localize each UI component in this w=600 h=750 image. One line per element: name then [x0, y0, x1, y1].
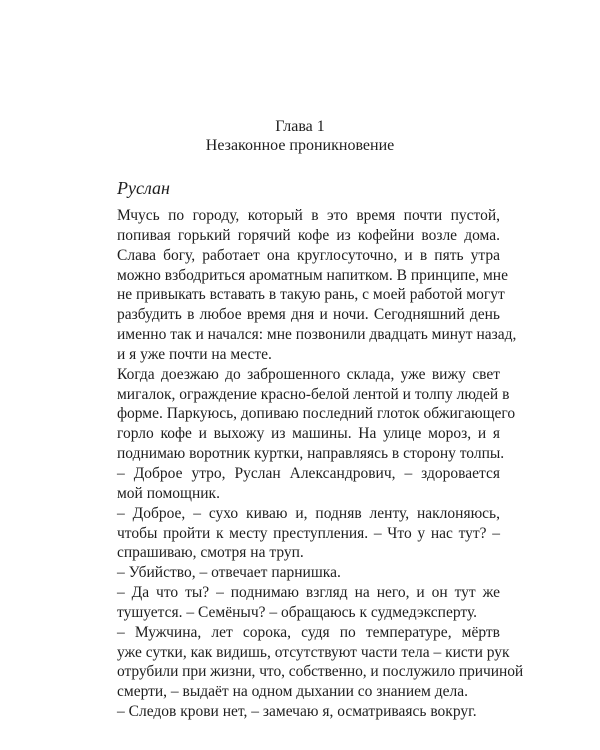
- text-line: уже сутки, как видишь, отсутствуют части тела – кисти рук: [117, 643, 510, 661]
- text-line: – Да что ты? – поднимаю взгляд на него, и он тут же: [117, 584, 500, 602]
- text-line: – Мужчина, лет сорока, судя по температуре, мёртв: [117, 623, 500, 641]
- text-line: не привыкать вставать в такую рань, с моей работой могут: [117, 286, 505, 304]
- paragraph: [91, 206, 517, 365]
- text-line: форме. Паркуюсь, допиваю последний глоток обжигающего: [117, 405, 516, 423]
- paragraph: [91, 504, 500, 564]
- paragraph: [91, 583, 500, 623]
- text-line: – Убийство, – отвечает парнишка.: [117, 564, 341, 582]
- text-line: чтобы пройти к месту преступления. – Что у нас тут? –: [117, 524, 500, 542]
- paragraph: [91, 464, 500, 504]
- text-line: и я уже почти на месте.: [117, 345, 272, 363]
- text-line: поднимаю воротник куртки, направляясь в сторону толпы.: [117, 445, 505, 463]
- text-line: Мчусь по городу, который в это время почти пустой,: [117, 207, 500, 224]
- body-text: [91, 206, 524, 722]
- text-line: мигалок, ограждение красно-белой лентой и толпу людей в: [117, 385, 510, 403]
- text-line: можно взбодриться ароматным напитком. В принципе, мне: [117, 266, 508, 284]
- text-line: именно так и начался: мне позвонили двадцать минут назад,: [117, 326, 517, 344]
- text-line: разбудить в любое время дня и ночи. Сегодняшний день: [117, 306, 500, 324]
- text-line: – Доброе, – сухо киваю и, подняв ленту, наклоняюсь,: [117, 504, 500, 522]
- text-line: мой помощник.: [117, 484, 220, 502]
- text-line: – Следов крови нет, – замечаю я, осматриваясь вокруг.: [117, 703, 477, 721]
- paragraph: [91, 702, 500, 722]
- text-line: – Доброе утро, Руслан Александрович, – здоровается: [117, 464, 500, 482]
- paragraph: [91, 563, 500, 583]
- text-line: смерти, – выдаёт на одном дыхании со знанием дела.: [117, 683, 468, 701]
- pov-character-heading: Руслан: [117, 178, 170, 198]
- text-line: Когда доезжаю до заброшенного склада, уже вижу свет: [117, 365, 500, 383]
- text-line: отрубили при жизни, что, собственно, и послужило причиной: [117, 663, 524, 681]
- paragraph: [91, 623, 524, 702]
- text-line: горло кофе и выхожу из машины. На улице мороз, и я: [117, 425, 500, 443]
- text-line: попивая горький горячий кофе из кофейни возле дома.: [117, 226, 500, 244]
- text-line: тушуется. – Семёныч? – обращаюсь к судмедэксперту.: [117, 603, 478, 621]
- chapter-title: Незаконное проникновение: [205, 137, 395, 154]
- text-line: спрашиваю, смотря на труп.: [117, 544, 304, 562]
- paragraph: [91, 365, 516, 464]
- text-line: Слава богу, работает она круглосуточно, и в пять утра: [117, 246, 500, 264]
- chapter-number: Глава 1: [275, 118, 325, 135]
